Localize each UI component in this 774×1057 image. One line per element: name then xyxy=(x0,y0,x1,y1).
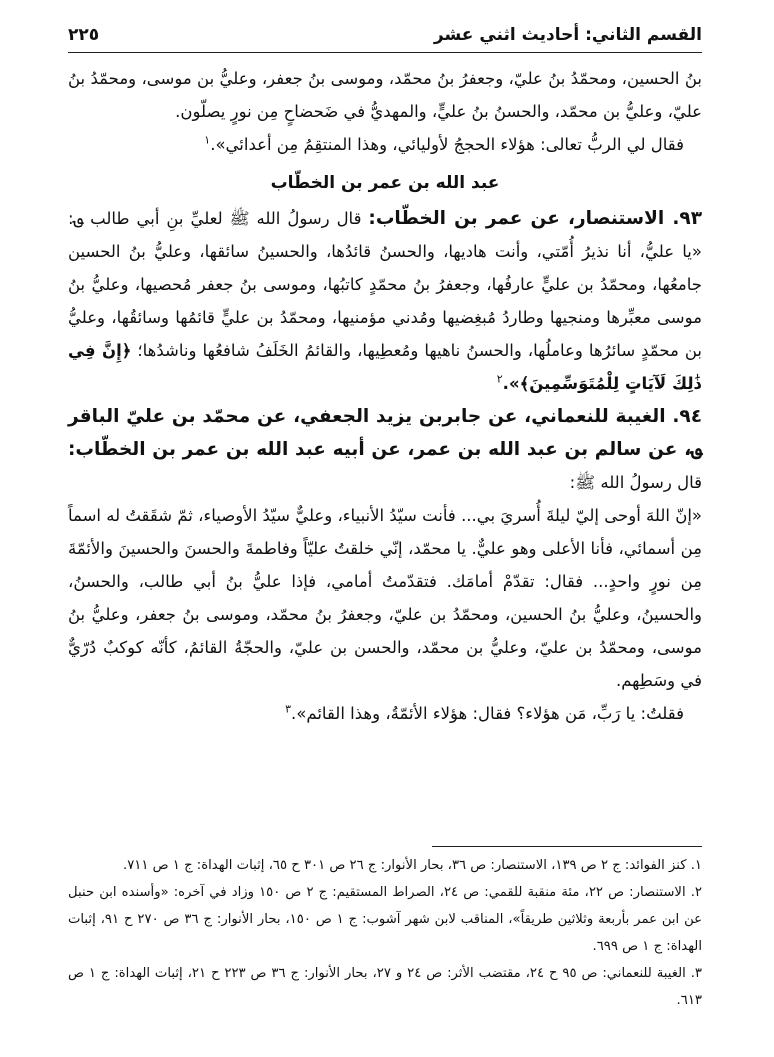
footnote-separator xyxy=(432,846,702,847)
paragraph-intro-end xyxy=(68,128,702,161)
hadith-94-heading: ٩٤. الغيبة للنعماني، عن جابربن يزيد الجعفي، عن محمّد بن عليّ الباقر ؈، عن سالم بن عبد الله بن عمر، عن أبيه عبد الله بن عمر بن الخطّاب: xyxy=(68,406,702,460)
main-text xyxy=(68,62,702,730)
hadith-94-text: «إنّ اللهَ أوحى إليّ ليلةَ أُسريَ بي... فأنت سيّدُ الأنبياء، وعليٌّ سيّدُ الأوصياء، ثمّ شقَقتُ له اسماً مِن أسمائي، فأنا الأعلى وهو عليٌّ. يا محمّد، إنّي خلقتُ عليّاً وفاطمةَ والحسنَ والحسينَ والأئمّةَ مِن نورٍ واحدٍ... فقال: تقدّمْ أمامَك. فتقدّمتُ أمامي، فإذا عليُّ بنُ أبي طالب، والحسنُ، والحسينُ، وعليُّ بنُ الحسين، ومحمّدُ بن عليّ، وجعفرُ بنُ محمّد، وموسى بنُ جعفر، وعليُّ بنُ موسى، ومحمّدُ بن عليّ، وعليُّ بن محمّد، والحسن بن عليّ، والحجّةُ القائمُ، كأنّه كوكبٌ دُرّيٌّ في وسَطِهم. xyxy=(68,506,702,690)
section-title: عبد الله بن عمر بن الخطّاب xyxy=(270,173,500,193)
hadith-94-end-text: فقلتُ: يا رَبِّ، مَن هؤلاء؟ فقال: هؤلاء الأئمّةُ، وهذا القائم». xyxy=(291,704,684,723)
footnote-1: ١. كنز الفوائد: ج ٢ ص ١٣٩، الاستنصار: ص ٣٦، بحار الأنوار: ج ٢٦ ص ٣٠١ ح ٦٥، إثبات الهداة: ج ١ ص ٧١١. xyxy=(123,858,702,873)
footnote-ref: ٣ xyxy=(285,702,292,716)
footnote-3: ٣. الغيبة للنعماني: ص ٩٥ ح ٢٤، مقتضب الأثر: ص ٢٤ و ٢٧، بحار الأنوار: ج ٣٦ ص ٢٢٣ ح ٢١، إثبات الهداة: ج ١ ص ٦١٣. xyxy=(68,966,703,1008)
footnote-ref: ١ xyxy=(204,133,211,147)
hadith-94-end xyxy=(68,697,702,730)
running-header xyxy=(68,18,702,53)
footnote-ref: ٢ xyxy=(496,372,503,386)
footnotes xyxy=(68,852,702,1014)
hadith-94-heading-tail: قال رسولُ الله ﷺ: xyxy=(569,473,702,492)
hadith-93 xyxy=(68,202,702,400)
quran-verse: ﴿إِنَّ فِي ذَٰلِكَ لَآيَاتٍ لِلْمُتَوَسِّمِينَ﴾». xyxy=(68,341,702,393)
header-title: القسم الثاني: أحاديث اثني عشر xyxy=(433,25,702,45)
intro-end-text: فقال لي الربُّ تعالى: هؤلاء الحججُ لأوليائي، وهذا المنتقِمُ مِن أعدائي». xyxy=(210,135,684,154)
page-number: ٢٢٥ xyxy=(68,25,100,45)
hadith-93-text: قال رسولُ الله ﷺ لعليِّ بنِ أبي طالب ؈: «يا عليُّ، أنا نذيرُ أُمّتي، وأنت هاديها، والحسنُ قائدُها، والحسينُ سائقها، وعليُّ بنُ الحسين جامعُها، ومحمّدُ بن عليٍّ عارفُها، وجعفرُ بنُ محمّدٍ كاتبُها، وموسى بنُ جعفر مُحصيها، وعليُّ بنُ موسى معبِّرها ومنجيها وطاردُ مُبغِضيها ومُدني مؤمنيها، ومحمّدُ بن عليٍّ قائمُها وسائقُها، وعليُّ بن محمّدٍ سائرُها وعاملُها، والحسنُ ناهيها ومُعطِيها، والقائمُ الخَلَفُ شافعُها وناشدُها؛ xyxy=(68,209,702,360)
paragraph-intro: بنُ الحسين، ومحمّدُ بنُ عليّ، وجعفرُ بنُ محمّد، وموسى بنُ جعفر، وعليُّ بن موسى، ومحمّدُ بنُ عليّ، وعليُّ بن محمّد، والحسنُ بنُ عليٍّ، والمهديُّ في ضَحضاحٍ مِن نورٍ يصلّون. xyxy=(68,69,702,121)
hadith-94-heading-para xyxy=(68,400,702,499)
footnote-2: ٢. الاستنصار: ص ٢٢، مئة منقبة للقمي: ص ٢٤، الصراط المستقيم: ج ٢ ص ١٥٠ وزاد في آخره: «وأسنده ابن حنبل عن ابن عمر بأربعة وثلاثين طريقاً»، المناقب لابن شهر آشوب: ج ١ ص ١٥٠، بحار الأنوار: ج ٣٦ ص ٢٧٠ ح ٩١، إثبات الهداة: ج ١ ص ٦٩٩. xyxy=(68,885,703,954)
hadith-93-heading: ٩٣. الاستنصار، عن عمر بن الخطّاب: xyxy=(368,208,702,229)
